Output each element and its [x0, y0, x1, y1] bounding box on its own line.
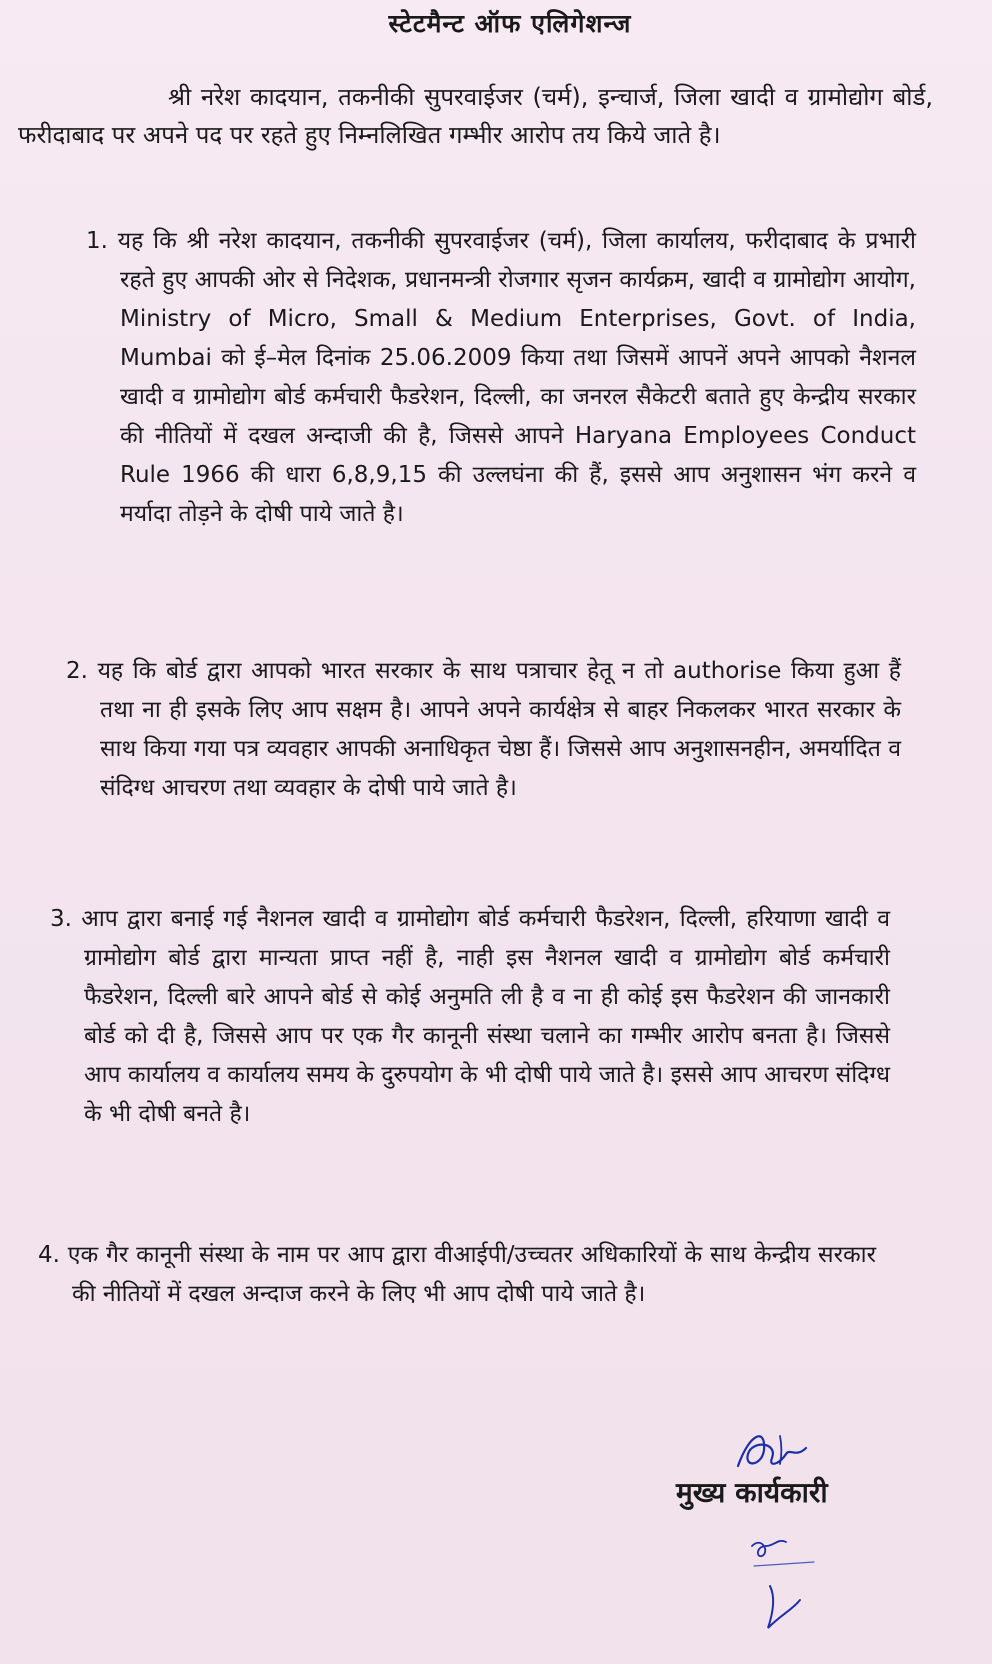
intro-paragraph: श्री नरेश कादयान, तकनीकी सुपरवाईजर (चर्म), इन्चार्ज, जिला खादी व ग्रामोद्योग बोर्ड, फरीदाबाद पर अपने पद पर रहते हुए निम्नलिखित गम्भीर आरोप तय किये जाते है।: [18, 83, 933, 149]
allegation-3-text: आप द्वारा बनाई गई नैशनल खादी व ग्रामोद्योग बोर्ड कर्मचारी फैडरेशन, दिल्ली, हरियाणा खादी व ग्रामोद्योग बोर्ड द्वारा मान्यता प्राप्त नहीं है, नाही इस नैशनल खादी व ग्रामोद्योग बोर्ड कर्मचारी फैडरेशन, दिल्ली बारे आपने बोर्ड से कोई अनुमति ली है व ना ही कोई इस फैडरेशन की जानकारी बोर्ड को दी है, जिससे आप पर एक गैर कानूनी संस्था चलाने का गम्भीर आरोप बनता है। जिससे आप कार्यालय व कार्यालय समय के दुरुपयोग के भी दोषी पाये जाते है। इससे आप आचरण संदिग्ध के भी दोषी बनते है।: [81, 906, 890, 1127]
allegation-3-number: 3.: [50, 906, 72, 932]
allegation-4-paragraph: [38, 1236, 876, 1314]
allegation-3: [50, 900, 890, 1134]
allegation-2-number: 2.: [66, 658, 88, 684]
allegation-1-paragraph: [86, 222, 916, 534]
handwritten-mark: [742, 1528, 832, 1648]
allegation-2-text: यह कि बोर्ड द्वारा आपको भारत सरकार के साथ पत्राचार हेतू न तो authorise किया हुआ हैं तथा ना ही इसके लिए आप सक्षम है। आपने अपने कार्यक्षेत्र से बाहर निकलकर भारत सरकार के साथ किया गया पत्र व्यवहार आपकी अनाधिकृत चेष्ठा हैं। जिससे आप अनुशासनहीन, अमर्यादित व संदिग्ध आचरण तथा व्यवहार के दोषी पाये जाते है।: [97, 658, 901, 801]
document-title: स्टेटमैन्ट ऑफ एलिगेशन्ज: [388, 9, 632, 38]
allegation-3-paragraph: [50, 900, 890, 1134]
allegation-4-number: 4.: [38, 1242, 60, 1268]
allegation-1-text: यह कि श्री नरेश कादयान, तकनीकी सुपरवाईजर (चर्म), जिला कार्यालय, फरीदाबाद के प्रभारी रहते हुए आपकी ओर से निदेशक, प्रधानमन्त्री रोजगार सृजन कार्यक्रम, खादी व ग्रामोद्योग आयोग, Ministry of Micro, Small & Medium Enterprises, Govt. of India, Mumbai को ई–मेल दिनांक 25.06.2009 किया तथा जिसमें आपनें अपने आपको नैशनल खादी व ग्रामोद्योग बोर्ड कर्मचारी फैडरेशन, दिल्ली, का जनरल सैकेटरी बताते हुए केन्द्रीय सरकार की नीतियों में दखल अन्दाजी की है, जिससे आपने Haryana Employees Conduct Rule 1966 की धारा 6,8,9,15 की उल्लघंना की हैं, इससे आप अनुशासन भंग करने व मर्यादा तोड़ने के दोषी पाये जाते है।: [117, 228, 917, 527]
allegation-1-number: 1.: [86, 228, 108, 254]
allegation-2-paragraph: [66, 652, 901, 808]
allegation-4-text: एक गैर कानूनी संस्था के नाम पर आप द्वारा वीआईपी/उच्चतर अधिकारियों के साथ केन्द्रीय सरकार की नीतियों में दखल अन्दाज करने के लिए भी आप दोषी पाये जाते है।: [67, 1242, 877, 1307]
allegation-1: [86, 222, 916, 534]
allegation-2: [66, 652, 901, 808]
signatory-designation: मुख्य कार्यकारी: [676, 1476, 828, 1509]
allegation-4: [38, 1236, 876, 1314]
